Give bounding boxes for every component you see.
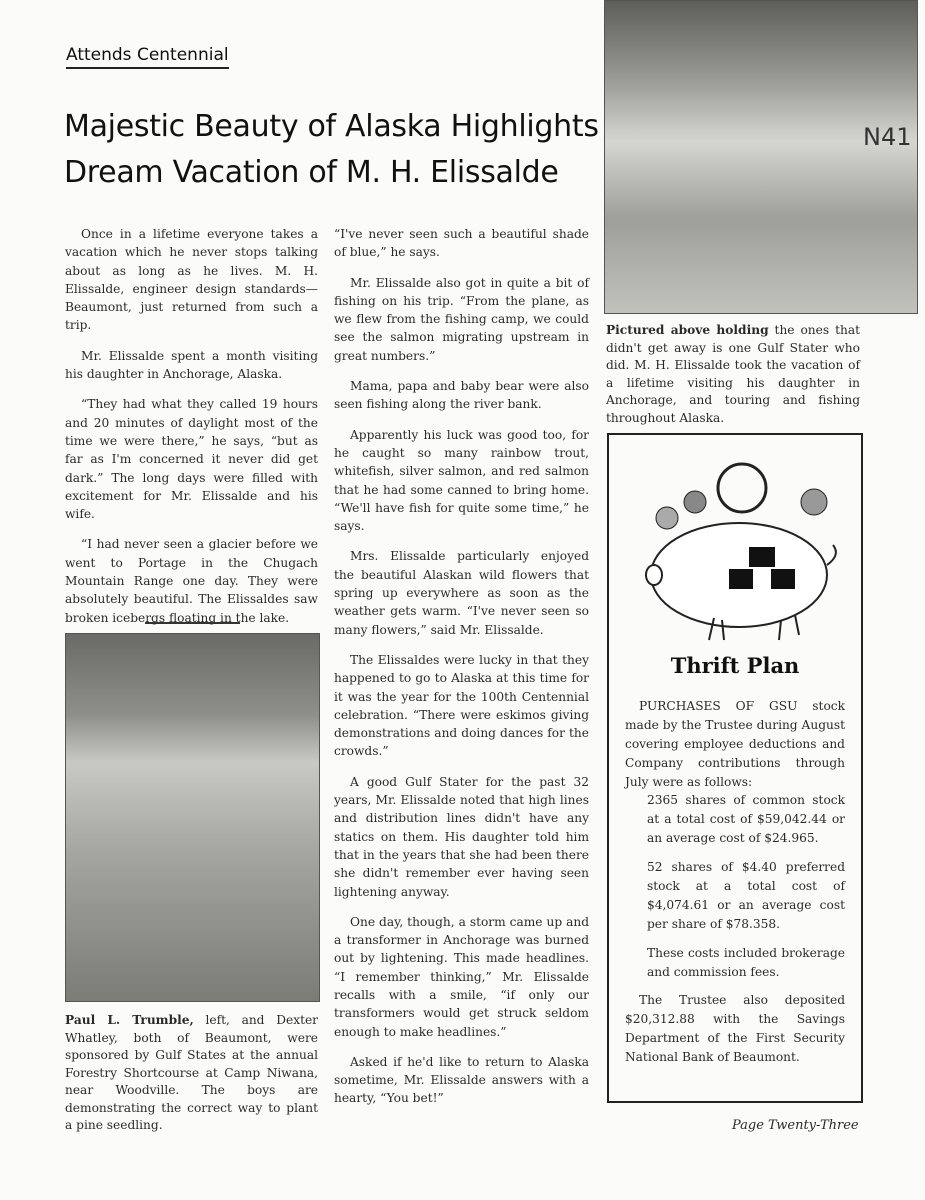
title-line-2: Dream Vacation of M. H. Elissalde bbox=[64, 155, 559, 190]
logo-block-icon bbox=[771, 569, 795, 589]
caption-left-names: Paul L. Trumble, bbox=[65, 1013, 194, 1027]
paragraph: Mrs. Elissalde particularly enjoyed the beautiful Alaskan wild flowers that spring up everywhere as soon as the weather gets warm. “I've never seen so many flowers,” said Mr. Elissalde. bbox=[334, 549, 589, 637]
coin-icon bbox=[684, 491, 706, 513]
plane-marking: N41 bbox=[863, 123, 912, 151]
article-title bbox=[64, 104, 604, 196]
column-1 bbox=[65, 225, 318, 639]
paragraph: One day, though, a storm came up and a transformer in Anchorage was burned out by lightening. This made headlines. “I remember thinking,” Mr. Elissalde recalls with a smile, “if only our transformers would get struck seldom enough to make headlines.” bbox=[334, 914, 589, 1039]
coin-seal-icon bbox=[718, 464, 766, 512]
paragraph: Mama, papa and baby bear were also seen fishing along the river bank. bbox=[334, 379, 589, 412]
page-number: Page Twenty-Three bbox=[732, 1118, 859, 1133]
paragraph: PURCHASES OF GSU stock made by the Trustee during August covering employee deductions and Company contributions through July were as follows: bbox=[625, 699, 845, 789]
paragraph: Mr. Elissalde spent a month visiting his daughter in Anchorage, Alaska. bbox=[65, 348, 318, 382]
caption-left-text: left, and Dexter Whatley, both of Beaumont, were sponsored by Gulf States at the annual Forestry Shortcourse at Camp Niwana, near Woodville. The boys are demonstrating the correct way to plant a pine seedling. bbox=[65, 1013, 319, 1132]
caption-right-text: the ones that didn't get away is one Gulf Stater who did. M. H. Elissalde took the vacation of a lifetime visiting his daughter in Anchorage, and touring and fishing throughout Alaska. bbox=[606, 323, 860, 425]
pig-snout-icon bbox=[646, 565, 662, 585]
coin-icon bbox=[801, 489, 827, 515]
paragraph: Apparently his luck was good too, for he caught so many rainbow trout, whitefish, silver salmon, and red salmon that he had some canned to bring home. “We'll have fish for quite some time,” he says. bbox=[334, 427, 589, 534]
pig-tail-icon bbox=[827, 545, 836, 565]
thrift-intro bbox=[625, 697, 845, 802]
paragraph: Once in a lifetime everyone takes a vacation which he never stops talking about as long as he lives. M. H. Elissalde, engineer design standards—Beaumont, just returned from such a trip. bbox=[65, 227, 318, 333]
divider bbox=[145, 622, 240, 624]
paragraph: A good Gulf Stater for the past 32 years, Mr. Elissalde noted that high lines and distribution lines didn't have any statics on them. His daughter told him that in the years that she had been there she didn't remember ever having seen lightening anyway. bbox=[334, 774, 589, 899]
paragraph: 2365 shares of common stock at a total cost of $59,042.44 or an average cost of $24.965. bbox=[647, 793, 845, 845]
column-2 bbox=[334, 225, 589, 1120]
paragraph: The Elissaldes were lucky in that they happened to go to Alaska at this time for it was the year for the 100th Centennial celebration. “There were eskimos giving demonstrations and doing dances for the crowds.” bbox=[334, 652, 589, 759]
thrift-details bbox=[647, 791, 845, 992]
paragraph: Asked if he'd like to return to Alaska sometime, Mr. Elissalde answers with a hearty, “You bet!” bbox=[334, 1054, 589, 1106]
caption-right bbox=[606, 322, 860, 427]
photo-man-holding-fish bbox=[604, 0, 918, 314]
logo-block-icon bbox=[749, 547, 775, 567]
caption-left bbox=[65, 1012, 318, 1135]
paragraph: Mr. Elissalde also got in quite a bit of fishing on his trip. “From the plane, as we flew from the fishing camp, we could see the salmon migrating upstream in great numbers.” bbox=[334, 275, 589, 363]
paragraph: 52 shares of $4.40 preferred stock at a total cost of $4,074.61 or an average cost per share of $78.358. bbox=[647, 860, 845, 931]
photo-boys-planting-seedling bbox=[65, 633, 320, 1002]
title-line-1: Majestic Beauty of Alaska Highlights bbox=[64, 109, 599, 144]
logo-block-icon bbox=[729, 569, 753, 589]
paragraph: “I had never seen a glacier before we went to Portage in the Chugach Mountain Range one day. They were absolutely beautiful. The Elissaldes saw broken icebergs floating in the lake. bbox=[65, 537, 318, 625]
caption-right-lead: Pictured above holding bbox=[606, 323, 769, 337]
paragraph: The Trustee also deposited $20,312.88 with the Savings Department of the First Security National Bank of Beaumont. bbox=[625, 993, 845, 1064]
paragraph: These costs included brokerage and commission fees. bbox=[647, 946, 845, 979]
paragraph: “They had what they called 19 hours and 20 minutes of daylight most of the time we were there,” he says, “but as far as I'm concerned it never did get dark.” The long days were filled with excitement for Mr. Elissalde and his wife. bbox=[65, 397, 318, 522]
paragraph: “I've never seen such a beautiful shade of blue,” he says. bbox=[334, 227, 589, 260]
piggy-bank-illustration bbox=[609, 455, 861, 665]
coin-icon bbox=[656, 507, 678, 529]
thrift-plan-box bbox=[607, 433, 863, 1103]
thrift-plan-title: Thrift Plan bbox=[670, 653, 800, 678]
section-kicker: Attends Centennial bbox=[66, 45, 229, 69]
thrift-deposit bbox=[625, 991, 845, 1077]
